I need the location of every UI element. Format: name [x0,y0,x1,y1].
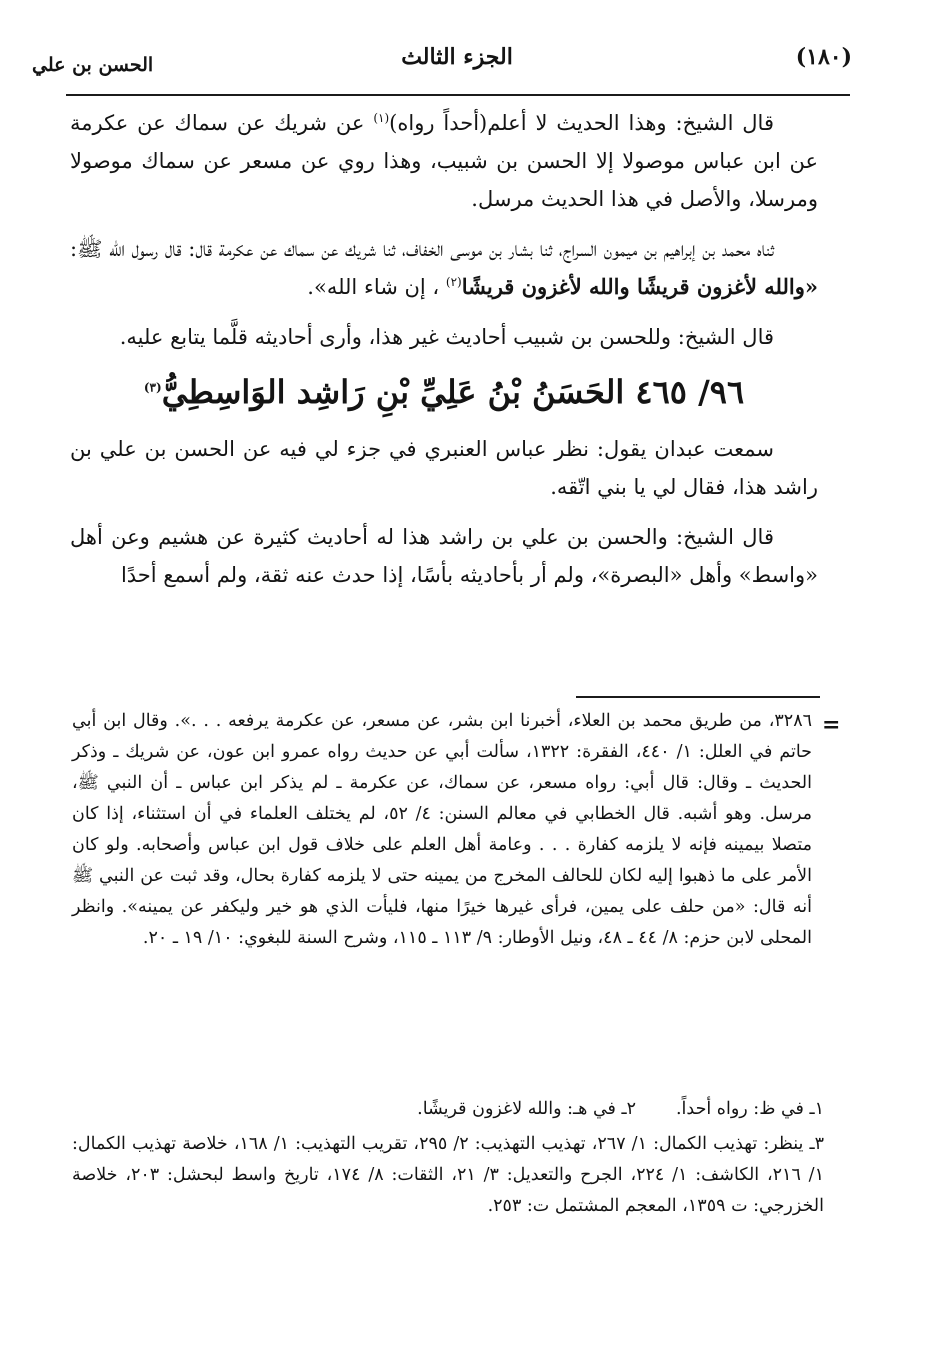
paragraph-2-end: ، إن شاء الله». [307,275,440,299]
entry-heading [70,368,818,416]
footnote-text: ٣٢٨٦، من طريق محمد بن العلاء، أخبرنا ابن بشر، عن مسعر، عن عكرمة يرفعه . . .». وقال ابن أبي حاتم في العلل: ١/ ٤٤٠، الفقرة: ١٣٢٢، سألت أبي عن حديث رواه عمرو ابن عون، عن شريك ـ وذكر الحديث ـ وقال: قال أبي: رواه مسعر، عن سماك، عن عكرمة ـ لم يذكر ابن عباس ـ أن النبي ﷺ، مرسل. وهو أشبه. قال الخطابي في معالم السنن: ٤/ ٥٢، لم يختلف العلماء في أن استثناء، إذا كان متصلا بيمينه فإنه لا يلزمه كفارة . . . وعامة أهل العلم على خلاف قول ابن عباس وأصحابه. ولو كان الأمر على ما ذهبوا إليه لكان للحالف المخرج من يمينه حتى لا يلزمه كفارة بحال، وقد ثبت عن النبي ﷺ أنه قال: «من حلف على يمين، فرأى غيرها خيرًا منها، فليأت الذي هو خير وليكفر عن يمينه». وانظر المحلى لابن حزم: ٨/ ٤٤ ـ ٤٨، ونيل الأوطار: ٩/ ١١٣ ـ ١١٥، وشرح السنة للبغوي: ١٠/ ١٩ ـ ٢٠. [72,711,812,948]
header-divider [66,94,850,96]
continuation-mark: = [822,712,841,738]
footnotes-list [72,1094,824,1222]
paragraph-1-start: قال الشيخ: وهذا الحديث لا أعلم(أحداً رواه) [389,111,774,135]
footnote-3: ٣ـ ينظر: تهذيب الكمال: ١/ ٢٦٧، تهذيب التهذيب: ٢/ ٢٩٥، تقريب التهذيب: ١/ ١٦٨، خلاصة تهذيب الكمال: ١/ ٢١٦، الكاشف: ١/ ٢٢٤، الجرح والتعديل: ٣/ ٢١، الثقات: ٨/ ١٧٤، تاريخ واسط لبحشل: ٢٠٣، خلاصة الخزرجي: ت ١٣٥٩، المعجم المشتمل ت: ٢٥٣. [72,1134,824,1216]
footnote-ref-1: (١) [373,111,390,125]
footnote-row [72,1094,824,1125]
footnote-1: ١ـ في ظ: رواه أحداً. [675,1099,824,1119]
running-title: الحسن بن علي [32,54,154,76]
paragraph-2 [70,230,818,306]
paragraph-5: قال الشيخ: والحسن بن علي بن راشد هذا له أحاديث كثيرة عن هشيم وعن أهل «واسط» وأهل «البصرة»، ولم أر بأحاديثه بأسًا، إذا حدث عنه ثقة، ولم أسمع أحدًا [70,525,818,587]
paragraph-1 [70,104,818,218]
part-title: الجزء الثالث [401,44,513,70]
main-text [70,104,818,606]
hadith-quote: «والله لأغزون قريشًا والله لأغزون قريشًا [461,274,818,299]
footnote-divider [576,696,820,698]
footnote-2: ٢ـ في هـ: والله لاغزون قريشًا. [417,1099,636,1119]
paragraph-3: قال الشيخ: وللحسن بن شبيب أحاديث غير هذا، وأرى أحاديثه قلَّما يتابع عليه. [119,325,774,349]
paragraph-4: سمعت عبدان يقول: نظر عباس العنبري في جزء لي فيه عن الحسن بن علي بن راشد هذا، فقال لي يا بني اتّقه. [70,437,818,499]
footnote-ref-2: (٢) [445,275,462,289]
footnote-ref-3: (٣) [143,380,162,395]
footnote-continued [72,706,812,954]
paragraph-1-end: عن شريك عن سماك عن عكرمة عن ابن عباس موصولا إلا الحسن بن شبيب، وهذا روي عن مسعر عن سماك موصولا ومرسلا، والأصل في هذا الحديث مرسل. [70,111,818,211]
page-header [32,44,852,78]
paragraph-2-start: ثناه محمد بن إبراهيم بن ميمون السراج، ثنا بشار بن موسى الخفاف، ثنا شريك عن سماك عن عكرمة قال: قال رسول الله ﷺ: [70,237,774,261]
page-number: (١٨٠) [795,44,852,70]
entry-heading-text: ٩٦/ ٤٦٥ الحَسَنُ بْنُ عَلِيِّ بْنِ رَاشِد الوَاسِطِيُّ [161,373,745,411]
